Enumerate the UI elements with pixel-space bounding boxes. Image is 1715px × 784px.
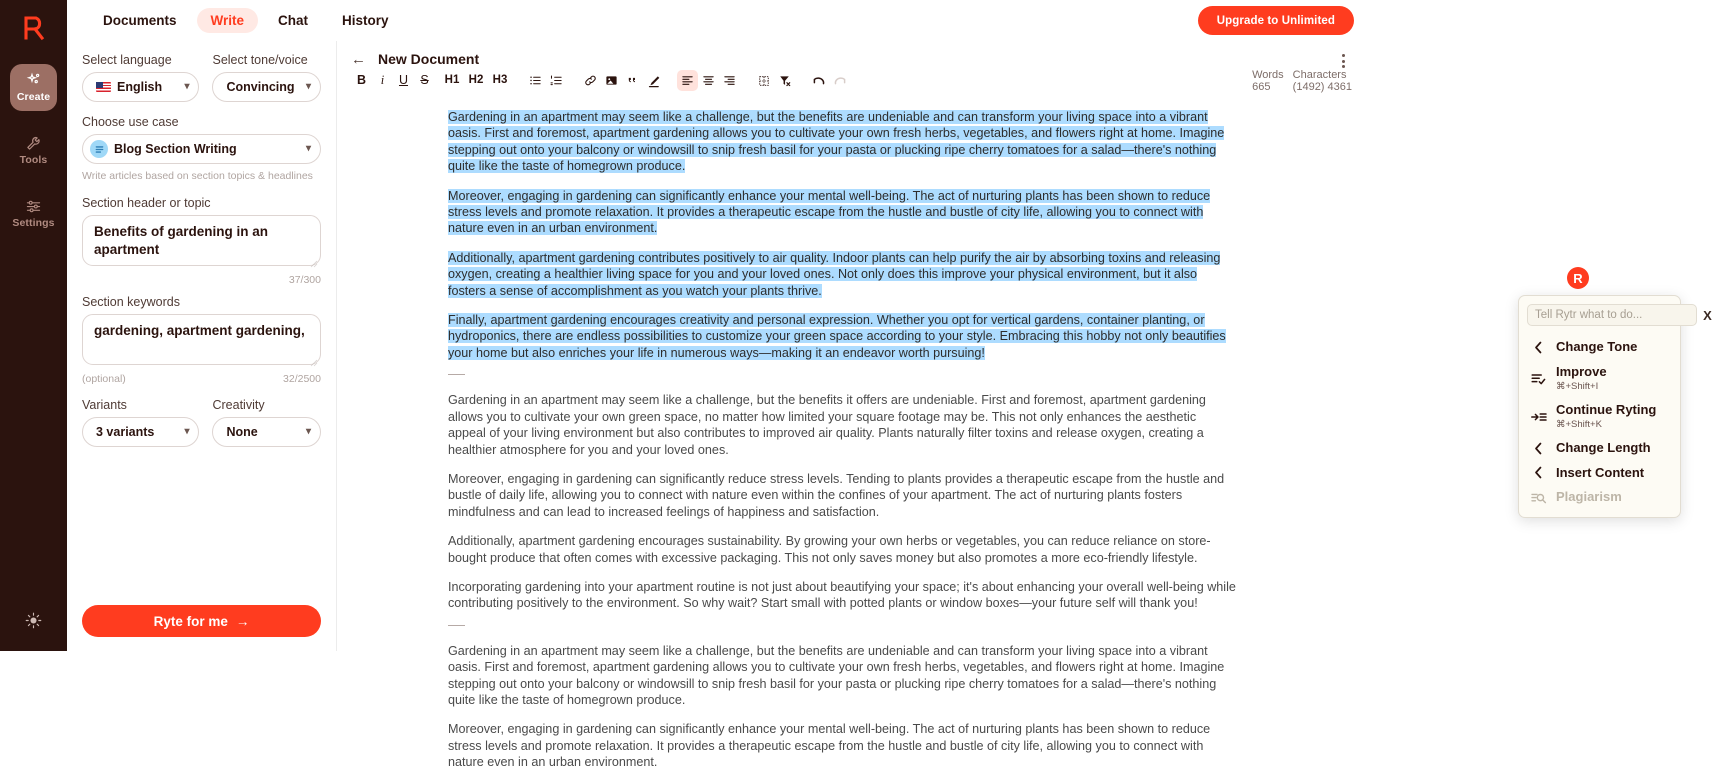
rytr-assistant-badge[interactable]: R xyxy=(1567,267,1589,289)
document-divider xyxy=(448,374,465,375)
section-header-input[interactable] xyxy=(82,215,321,266)
variants-creativity-row xyxy=(82,398,321,447)
use-case-field xyxy=(82,115,321,183)
align-center-button[interactable] xyxy=(698,70,719,91)
use-case-value: Blog Section Writing xyxy=(114,142,237,156)
document-paragraph-selected[interactable] xyxy=(448,188,1236,237)
assistant-item-text xyxy=(1556,466,1644,481)
rail-item-settings[interactable] xyxy=(10,190,57,237)
assistant-item-label: Insert Content xyxy=(1556,464,1645,480)
characters-label: Characters xyxy=(1292,69,1347,81)
assistant-popup xyxy=(1518,295,1712,518)
panel-spacer xyxy=(82,447,321,605)
chevron-left-icon xyxy=(1530,341,1547,354)
align-right-button[interactable] xyxy=(719,70,740,91)
nav-item-documents[interactable]: Documents xyxy=(103,13,177,28)
ryte-for-me-button[interactable] xyxy=(82,605,321,637)
assistant-item-text xyxy=(1556,403,1656,431)
document-paragraph[interactable]: Gardening in an apartment may seem like a challenge, but the benefits are undeniable and can transform your living space into a vibrant oasis. First and foremost, apartment gardening allows you to cultivate your own fresh herbs, vegetables, and flowers right at home. Imagine stepping out onto your balcony or windowsill to snip fresh basil for your pasta or plucking ripe cherry tomatoes for a salad—there's nothing quite like the taste of homegrown produce. xyxy=(448,643,1225,707)
heading-2-button[interactable]: H2 xyxy=(468,73,484,86)
rail-item-settings-label: Settings xyxy=(12,216,55,229)
sliders-icon xyxy=(26,199,41,214)
words-count xyxy=(1252,69,1284,93)
plagiarism-search-icon xyxy=(1530,491,1547,505)
document-title: New Document xyxy=(378,51,480,67)
word-character-counts xyxy=(1252,69,1352,93)
language-tone-row xyxy=(82,53,321,102)
blog-section-icon xyxy=(90,140,108,158)
assistant-item-text xyxy=(1556,340,1637,355)
variants-select[interactable] xyxy=(82,417,199,447)
numbered-list-button[interactable] xyxy=(546,70,567,91)
chevron-down-icon: ▾ xyxy=(184,426,190,438)
image-button[interactable] xyxy=(601,70,622,91)
use-case-select[interactable] xyxy=(82,134,321,164)
body-split xyxy=(67,41,1712,770)
section-keywords-input-wrap xyxy=(82,314,321,370)
rytr-logo[interactable] xyxy=(14,8,54,48)
document-paragraph[interactable]: Incorporating gardening into your apartment routine is not just about beautifying your space; it's about enhancing your overall well-being while contributing positively to the environment. So why wait? Start small with potted plants or window boxes—your future self will thank you! xyxy=(448,579,1236,611)
chevron-down-icon: ▾ xyxy=(184,81,190,92)
section-header-input-wrap xyxy=(82,215,321,271)
tone-label: Select tone/voice xyxy=(212,53,308,67)
language-select[interactable] xyxy=(82,72,199,102)
selection-highlight: Gardening in an apartment may seem like a challenge, but the benefits are undeniable and can transform your living space into a vibrant oasis. First and foremost, apartment gardening allows you to cultivate your own fresh herbs, vegetables, and flowers right at home. Imagine stepping out onto your balcony or windowsill to snip fresh basil for your pasta or plucking ripe cherry tomatoes for a salad—there's nothing quite like the taste of homegrown produce. xyxy=(448,110,1225,174)
chevron-down-icon: ▾ xyxy=(305,143,311,154)
close-icon[interactable]: X xyxy=(1703,307,1712,323)
redo-button[interactable] xyxy=(829,70,850,91)
rail-item-tools[interactable] xyxy=(10,127,57,174)
creativity-select[interactable] xyxy=(212,417,321,447)
assistant-item-shortcut: ⌘+Shift+I xyxy=(1556,380,1599,392)
section-keywords-optional: (optional) xyxy=(82,373,126,386)
assistant-command-input[interactable] xyxy=(1527,304,1697,326)
words-value: 665 xyxy=(1252,81,1271,93)
section-header-counter: 37/300 xyxy=(288,274,321,287)
rail-item-tools-label: Tools xyxy=(19,153,48,166)
tone-value: Convincing xyxy=(226,80,295,94)
chevron-left-icon xyxy=(1530,466,1547,479)
nav-item-write[interactable]: Write xyxy=(197,8,259,33)
section-header-field xyxy=(82,196,321,286)
assistant-item-label: Improve xyxy=(1556,363,1607,379)
nav-item-chat[interactable]: Chat xyxy=(278,13,309,28)
assistant-item-continue-ryting[interactable] xyxy=(1519,398,1680,436)
use-case-hint: Write articles based on section topics & headlines xyxy=(82,170,313,182)
creativity-label: Creativity xyxy=(212,398,265,413)
quote-button[interactable] xyxy=(622,70,643,91)
assistant-item-text xyxy=(1556,441,1651,456)
heading-3-button[interactable]: H3 xyxy=(492,73,508,86)
assistant-item-label: Change Length xyxy=(1556,439,1651,455)
underline-button[interactable]: U xyxy=(398,73,409,88)
document-paragraph-selected[interactable] xyxy=(448,109,1236,175)
heading-1-button[interactable]: H1 xyxy=(444,73,460,86)
sun-icon xyxy=(25,612,42,634)
selection-highlight: Additionally, apartment gardening contributes positively to air quality. Indoor plants can help purify the air by absorbing toxins and releasing oxygen, creating a healthier living space for you and your loved ones. Not only does this improve your physical environment, but it also fosters a sense of accomplishment as you watch your plants thrive. xyxy=(448,250,1221,298)
top-bar xyxy=(67,0,1366,41)
ryte-for-me-label: Ryte for me xyxy=(153,613,228,629)
assistant-item-text xyxy=(1556,490,1622,505)
continue-icon xyxy=(1530,410,1547,424)
arrow-right-icon: → xyxy=(235,613,250,629)
undo-button[interactable] xyxy=(808,70,829,91)
rail-item-create-label: Create xyxy=(16,91,51,103)
language-value: English xyxy=(117,80,163,94)
assistant-item-change-length[interactable] xyxy=(1519,436,1680,461)
chevron-left-icon xyxy=(1530,442,1547,455)
assistant-item-plagiarism[interactable] xyxy=(1519,485,1680,510)
left-rail xyxy=(0,0,67,651)
document-paragraph-selected[interactable] xyxy=(448,312,1236,361)
upgrade-button[interactable]: Upgrade to Unlimited xyxy=(1198,6,1354,35)
tone-field xyxy=(212,53,321,102)
table-button[interactable] xyxy=(753,70,774,91)
document-paragraph[interactable]: Moreover, engaging in gardening can significantly reduce stress levels. Tending to plants provides a therapeutic escape from the hustle and bustle of daily life, allowing you to connect with nature even within the confines of your apartment. The act of nurturing plants fosters mindfulness and can lead to increased feelings of happiness and satisfaction. xyxy=(448,471,1225,519)
document-paragraph[interactable]: Gardening in an apartment may seem like a challenge, but the benefits it offers are undeniable. First and foremost, apartment gardening allows you to cultivate your own green space, no matter how limited your square footage may be. This not only enhances the aesthetic appeal of your living environment but also contributes to improved air quality. Plants naturally filter toxins and release oxygen, creating a healthier atmosphere for you and your loved ones. xyxy=(448,393,1206,457)
assistant-item-label: Plagiarism xyxy=(1556,489,1622,505)
section-keywords-meta xyxy=(82,373,321,385)
variants-label: Variants xyxy=(82,398,127,413)
editor-toolbar xyxy=(337,67,1366,95)
back-arrow-icon[interactable]: ← xyxy=(351,50,366,68)
clear-format-button[interactable] xyxy=(774,70,795,91)
document-header xyxy=(337,41,1366,67)
characters-value: (1492) 4361 xyxy=(1292,81,1352,93)
assistant-item-shortcut: ⌘+Shift+K xyxy=(1556,418,1602,430)
sparkles-icon xyxy=(26,72,42,88)
right-column xyxy=(67,0,1712,770)
section-header-label: Section header or topic xyxy=(82,196,211,211)
nav-item-history[interactable]: History xyxy=(342,13,389,28)
wrench-icon xyxy=(26,136,41,151)
language-field xyxy=(82,53,199,102)
variants-field xyxy=(82,398,199,447)
assistant-item-label: Change Tone xyxy=(1556,339,1638,354)
section-keywords-label: Section keywords xyxy=(82,295,180,310)
use-case-label: Choose use case xyxy=(82,115,179,129)
selection-highlight: Finally, apartment gardening encourages creativity and personal expression. Whether you opt for vertical gardens, container planting, or hydroponics, there are endless possibilities to customize your green space according to your style. Embracing this hobby not only beautifies your home but also enriches your life in numerous ways—making it an endeavor worth pursuing! xyxy=(448,313,1226,360)
assistant-item-insert-content[interactable] xyxy=(1519,461,1680,486)
align-left-button[interactable] xyxy=(677,70,698,91)
section-keywords-field xyxy=(82,295,321,385)
document-paragraph[interactable]: Additionally, apartment gardening encourages sustainability. By growing your own herbs or vegetables, you can reduce reliance on store-bought produce that often comes with excessive packaging. This not only saves money but also promotes a more eco-friendly lifestyle. xyxy=(448,534,1211,565)
assistant-item-label: Continue Ryting xyxy=(1556,401,1657,417)
document-paragraph[interactable]: Moreover, engaging in gardening can significantly enhance your mental well-being. The act of nurturing plants has been shown to reduce stress levels and promote relaxation. It provides a therapeutic escape from the hustle and bustle of city life, allowing you to connect with nature even in an urban environment. xyxy=(448,722,1211,770)
italic-button[interactable]: i xyxy=(380,73,385,88)
section-keywords-counter: 32/2500 xyxy=(283,373,321,386)
theme-toggle-button[interactable] xyxy=(14,603,54,643)
bulleted-list-button[interactable] xyxy=(525,70,546,91)
form-panel xyxy=(67,41,337,651)
chevron-down-icon: ▾ xyxy=(305,81,311,92)
improve-icon xyxy=(1530,372,1547,386)
bold-button[interactable]: B xyxy=(356,73,367,88)
main-nav xyxy=(89,8,403,33)
tone-select[interactable] xyxy=(212,72,321,102)
rail-item-create[interactable] xyxy=(10,64,57,111)
variants-value: 3 variants xyxy=(96,425,155,440)
document-divider xyxy=(448,625,465,626)
words-label: Words xyxy=(1252,69,1284,81)
section-keywords-input[interactable] xyxy=(82,314,321,365)
link-button[interactable] xyxy=(580,70,601,91)
assistant-search-row xyxy=(1519,304,1712,326)
chevron-down-icon: ▾ xyxy=(305,426,311,438)
assistant-item-change-tone[interactable] xyxy=(1519,335,1680,360)
strikethrough-button[interactable]: S xyxy=(420,73,429,88)
selection-highlight: Moreover, engaging in gardening can significantly enhance your mental well-being. The act of nurturing plants has been shown to reduce stress levels and promote relaxation. It provides a therapeutic escape from the hustle and bustle of city life, allowing you to connect with nature even in an urban environment. xyxy=(448,188,1211,236)
assistant-item-text xyxy=(1556,365,1607,393)
assistant-item-improve[interactable] xyxy=(1519,360,1680,398)
document-paragraph-selected[interactable] xyxy=(448,250,1236,299)
us-flag-icon xyxy=(96,82,111,92)
language-label: Select language xyxy=(82,53,172,67)
editor-pane xyxy=(337,41,1712,770)
characters-count xyxy=(1293,69,1352,93)
document-canvas[interactable] xyxy=(337,95,1366,784)
creativity-value: None xyxy=(226,425,258,440)
creativity-field xyxy=(212,398,321,447)
highlighter-button[interactable] xyxy=(643,70,664,91)
